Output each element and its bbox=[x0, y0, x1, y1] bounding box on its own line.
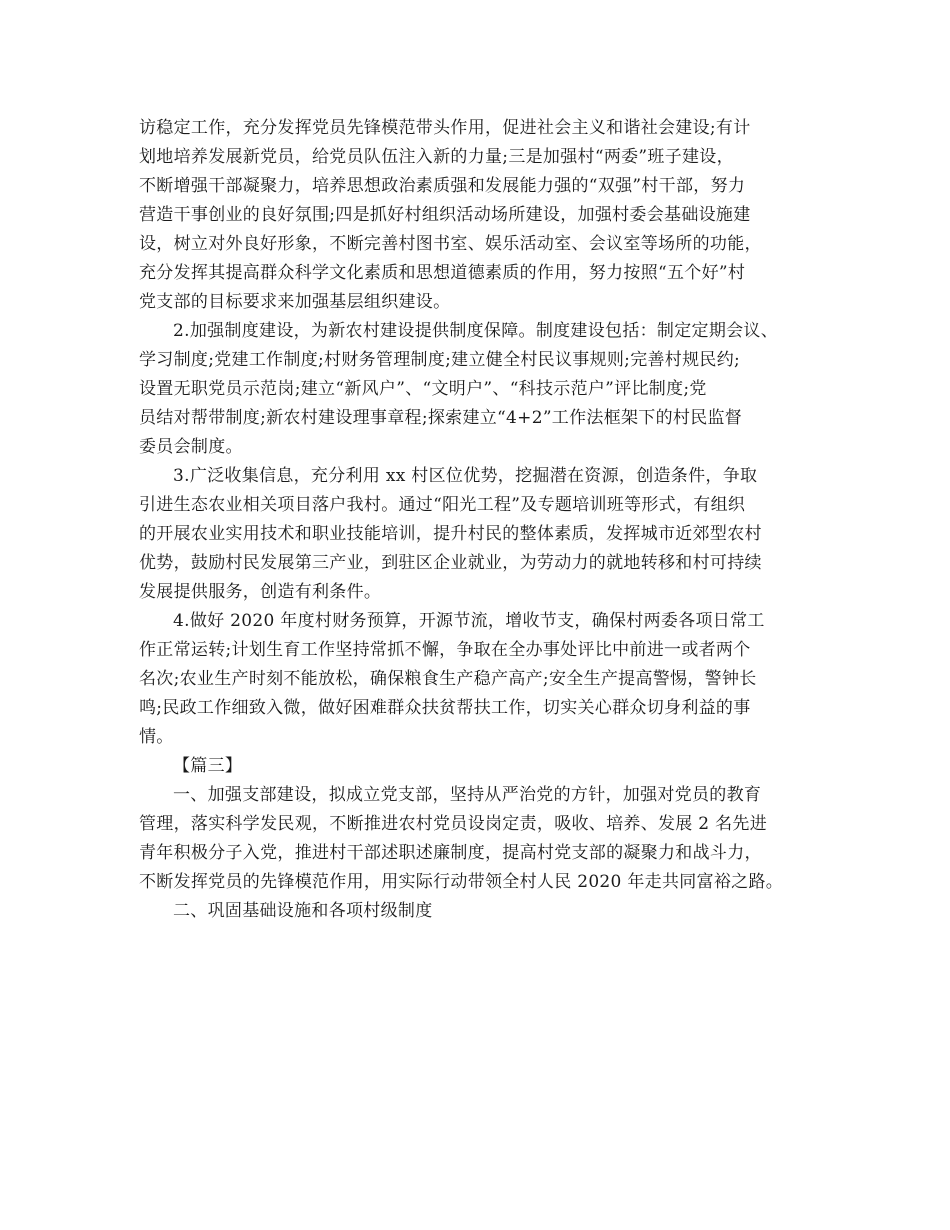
paragraph-item-3 bbox=[139, 462, 829, 607]
text-line: 发展提供服务，创造有利条件。 bbox=[139, 582, 382, 602]
text-line: 营造干事创业的良好氛围;四是抓好村组织活动场所建设，加强村委会基础设施建 bbox=[139, 205, 751, 225]
text-line: 引进生态农业相关项目落户我村。通过“阳光工程”及专题培训班等形式，有组织 bbox=[139, 495, 746, 515]
text-line: 青年积极分子入党，推进村干部述职述廉制度，提高村党支部的凝聚力和战斗力， bbox=[139, 843, 762, 863]
text-line: 管理，落实科学发民观，不断推进农村党员设岗定责，吸收、培养、发展 2 名先进 bbox=[139, 814, 768, 834]
text-line: 3.广泛收集信息，充分利用 xx 村区位优势，挖掘潜在资源，创造条件，争取 bbox=[173, 466, 758, 486]
text-line: 二、巩固基础设施和各项村级制度 bbox=[173, 901, 433, 921]
text-line: 委员会制度。 bbox=[139, 437, 243, 457]
document-body bbox=[139, 114, 829, 926]
text-line: 一、加强支部建设，拟成立党支部，坚持从严治党的方针，加强对党员的教育 bbox=[173, 785, 762, 805]
text-line: 鸣;民政工作细致入微，做好困难群众扶贫帮扶工作，切实关心群众切身利益的事 bbox=[139, 698, 751, 718]
text-line: 名次;农业生产时刻不能放松，确保粮食生产稳产高产;安全生产提高警惕，警钟长 bbox=[139, 669, 757, 689]
text-line: 作正常运转;计划生育工作坚持常抓不懈，争取在全办事处评比中前进一或者两个 bbox=[139, 640, 751, 660]
paragraph-continuation bbox=[139, 114, 829, 317]
text-line: 2.加强制度建设，为新农村建设提供制度保障。制度建设包括：制定定期会议、 bbox=[173, 321, 779, 341]
text-line: 访稳定工作，充分发挥党员先锋模范带头作用，促进社会主义和谐社会建设;有计 bbox=[139, 118, 751, 138]
text-line: 员结对帮带制度;新农村建设理事章程;探索建立“4+2”工作法框架下的村民监督 bbox=[139, 408, 743, 428]
text-line: 党支部的目标要求来加强基层组织建设。 bbox=[139, 292, 451, 312]
text-line: 4.做好 2020 年度村财务预算，开源节流，增收节支，确保村两委各项日常工 bbox=[173, 611, 765, 631]
text-line: 设，树立对外良好形象，不断完善村图书室、娱乐活动室、会议室等场所的功能， bbox=[139, 234, 762, 254]
text-line: 设置无职党员示范岗;建立“新风户”、“文明户”、“科技示范户”评比制度;党 bbox=[139, 379, 707, 399]
paragraph-item-2 bbox=[139, 317, 829, 462]
text-line: 划地培养发展新党员，给党员队伍注入新的力量;三是加强村“两委”班子建设， bbox=[139, 147, 734, 167]
text-line: 情。 bbox=[139, 727, 174, 747]
paragraph-section-2 bbox=[139, 897, 829, 926]
text-line: 充分发挥其提高群众科学文化素质和思想道德素质的作用，努力按照“五个好”村 bbox=[139, 263, 746, 283]
text-line: 不断增强干部凝聚力，培养思想政治素质强和发展能力强的“双强”村干部，努力 bbox=[139, 176, 746, 196]
text-line: 学习制度;党建工作制度;村财务管理制度;建立健全村民议事规则;完善村规民约; bbox=[139, 350, 741, 370]
paragraph-item-4 bbox=[139, 607, 829, 752]
text-line: 不断发挥党员的先锋模范作用，用实际行动带领全村人民 2020 年走共同富裕之路。 bbox=[139, 872, 784, 892]
section-heading bbox=[139, 752, 829, 781]
section-heading-text: 【篇三】 bbox=[173, 756, 243, 776]
paragraph-section-1 bbox=[139, 781, 829, 897]
text-line: 的开展农业实用技术和职业技能培训，提升村民的整体素质，发挥城市近郊型农村 bbox=[139, 524, 762, 544]
text-line: 优势，鼓励村民发展第三产业，到驻区企业就业，为劳动力的就地转移和村可持续 bbox=[139, 553, 762, 573]
